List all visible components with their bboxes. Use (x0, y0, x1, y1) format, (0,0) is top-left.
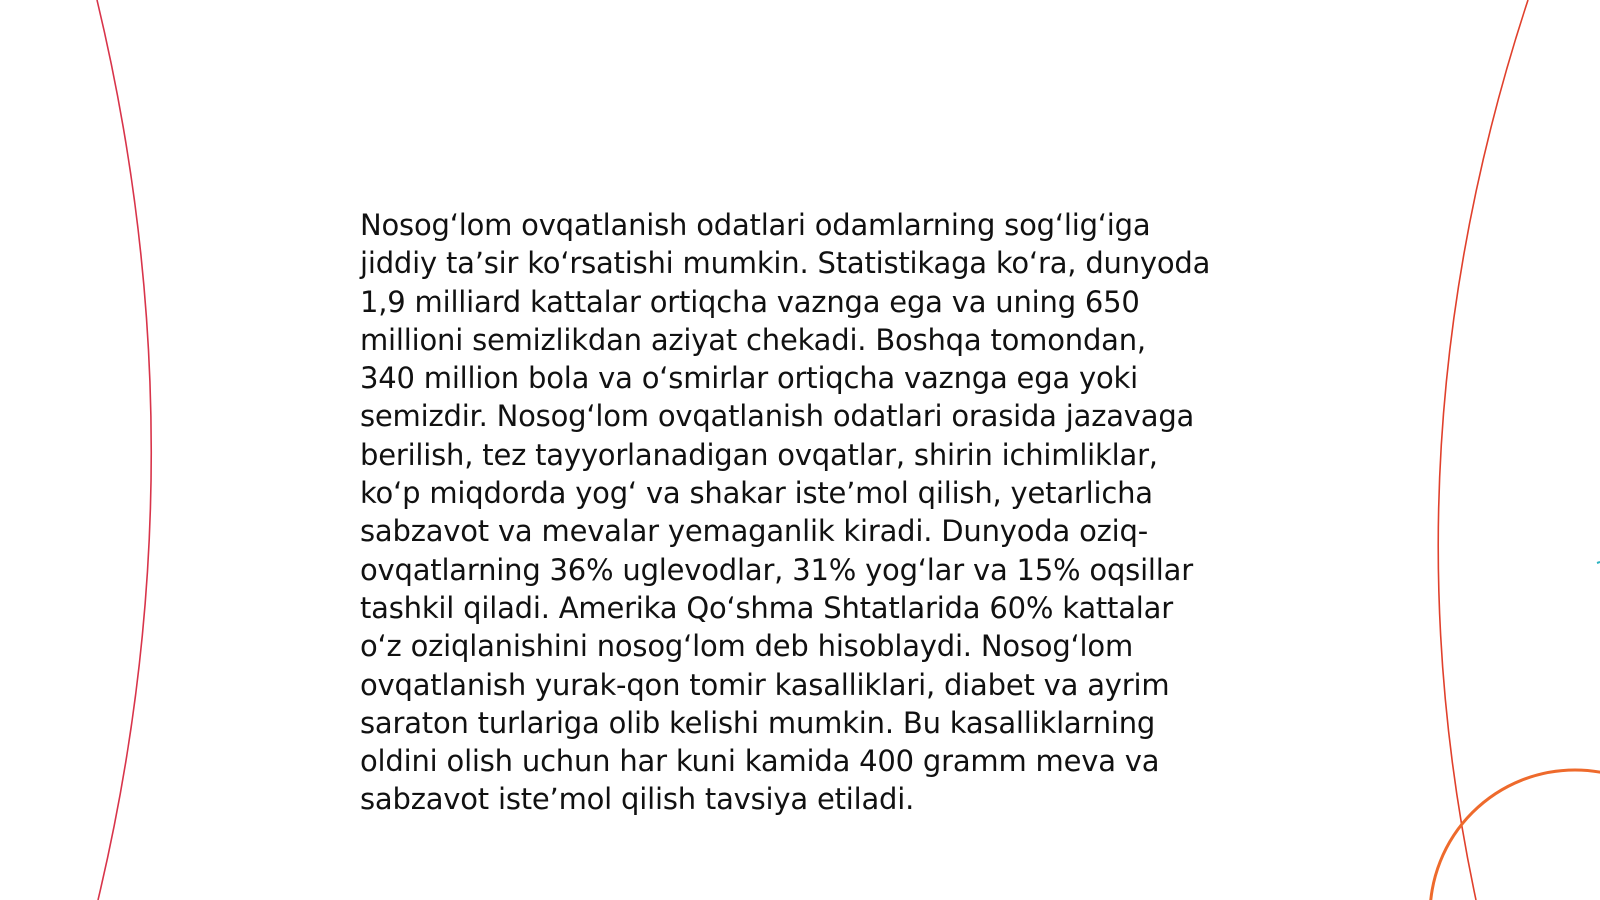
paragraph-line: ovqatlanish yurak-qon tomir kasalliklari, diabet va ayrim (360, 667, 1170, 702)
paragraph-line: koʻp miqdorda yogʻ va shakar isteʼmol qilish, yetarlicha (360, 476, 1153, 511)
paragraph-line: tashkil qiladi. Amerika Qoʻshma Shtatlarida 60% kattalar (360, 590, 1173, 625)
right-decorative-arc (1438, 0, 1528, 900)
paragraph-line: 1,9 milliard kattalar ortiqcha vaznga ega va uning 650 (360, 284, 1140, 319)
body-paragraph (360, 206, 1240, 819)
paragraph-line: oʻz oziqlanishini nosogʻlom deb hisoblaydi. Nosogʻlom (360, 629, 1133, 664)
paragraph-line: ovqatlarning 36% uglevodlar, 31% yogʻlar va 15% oqsillar (360, 552, 1193, 587)
left-decorative-arc (97, 0, 151, 900)
paragraph-line: semizdir. Nosogʻlom ovqatlanish odatlari orasida jazavaga (360, 399, 1195, 434)
paragraph-line: millioni semizlikdan aziyat chekadi. Boshqa tomondan, (360, 322, 1146, 357)
paragraph-line: sabzavot va mevalar yemaganlik kiradi. Dunyoda oziq- (360, 514, 1148, 549)
paragraph-line: berilish, tez tayyorlanadigan ovqatlar, shirin ichimliklar, (360, 437, 1158, 472)
paragraph-line: 340 million bola va oʻsmirlar ortiqcha vaznga ega yoki (360, 361, 1138, 396)
paragraph-line: Nosogʻlom ovqatlanish odatlari odamlarning sogʻligʻiga (360, 208, 1151, 242)
paragraph-line: jiddiy taʼsir koʻrsatishi mumkin. Statistikaga koʻra, dunyoda (360, 246, 1211, 281)
paragraph-line: oldini olish uchun har kuni kamida 400 gramm meva va (360, 744, 1160, 779)
paragraph-line: sabzavot isteʼmol qilish tavsiya etiladi. (360, 782, 915, 817)
paragraph-line: saraton turlariga olib kelishi mumkin. Bu kasalliklarning (360, 705, 1156, 740)
